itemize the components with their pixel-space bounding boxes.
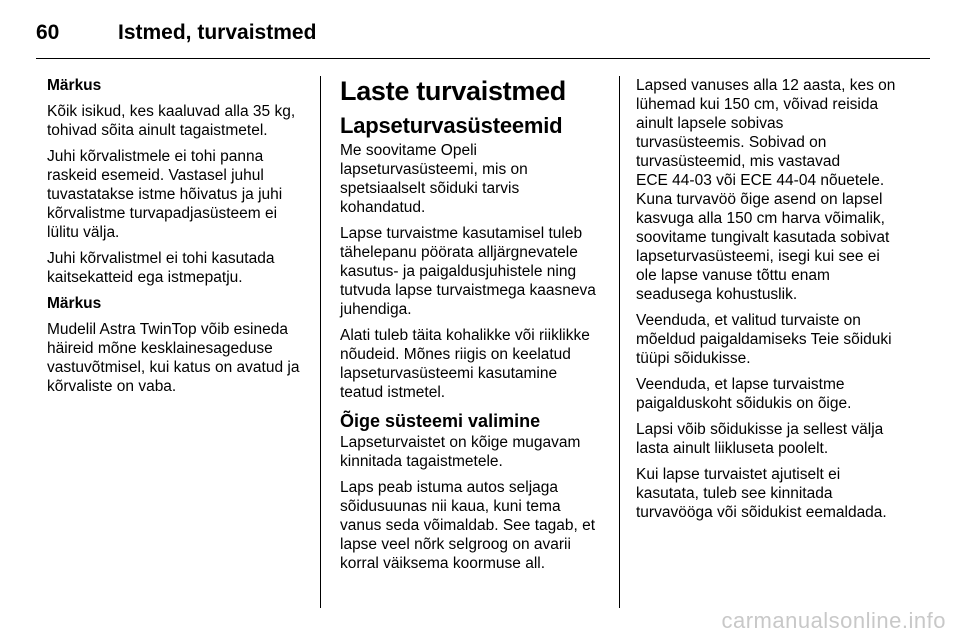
note-1-title: Märkus	[47, 77, 102, 94]
paragraph: Me soovitame Opeli lapseturvasüsteemi, mis on spetsiaalselt sõiduki tarvis kohandatud.	[340, 142, 528, 216]
column-child-seats	[340, 76, 610, 580]
note-1-paragraph: Juhi kõrvalistmele ei tohi panna raskeid esemeid. Vastasel juhul tuvastatakse istme hõivatus ja juhi kõrvalistme turvapadjasüsteem ei lülitu välja.	[47, 148, 283, 241]
header-rule	[36, 58, 930, 59]
paragraph: Kui lapse turvaistet ajutiselt ei kasutata, tuleb see kinnitada turvavööga või sõidukist eemaldada.	[636, 466, 887, 521]
paragraph: Lapse turvaistme kasutamisel tuleb tähelepanu pöörata alljärgnevatele kasutus- ja paigaldusjuhistele ning tutvuda lapse turvaistmega kaasneva juhendiga.	[340, 225, 596, 318]
note-2	[47, 294, 313, 396]
heading-choosing-system: Õige süsteemi valimine	[340, 411, 541, 431]
column-divider	[619, 76, 620, 608]
note-2-title: Märkus	[47, 295, 102, 312]
paragraph: Veenduda, et lapse turvaistme paigalduskoht sõidukis on õige.	[636, 376, 852, 412]
note-1	[47, 76, 313, 287]
paragraph: Lapsed vanuses alla 12 aasta, kes on lühemad kui 150 cm, võivad reisida ainult lapsele sobivas turvasüsteemis. Sobivad on turvasüsteemid, mis vastavad ECE 44-03 või ECE 44-04 nõuetele. Kuna turvavöö õige asend on lapsel kasvuga alla 150 cm harva võimalik, soovitame tungivalt kasutada sobivat lapseturvasüsteemi, isegi kui see ei ole lapse vanuse tõttu enam seadusega kohustuslik.	[636, 77, 896, 303]
column-notes	[47, 76, 313, 403]
paragraph: Veenduda, et valitud turvaiste on mõeldud paigaldamiseks Teie sõiduki tüüpi sõidukisse.	[636, 312, 892, 367]
heading-child-seats: Laste turvaistmed	[340, 76, 566, 106]
note-2-paragraph: Mudelil Astra TwinTop võib esineda häireid mõne kesklainesageduse vastuvõtmisel, kui katus on avatud ja kõrvaliste on vaba.	[47, 321, 300, 395]
paragraph: Laps peab istuma autos seljaga sõidusuunas nii kaua, kuni tema vanus seda võimaldab. See tagab, et lapse veel nõrk selgroog on avarii korral väiksema koormuse all.	[340, 479, 596, 572]
note-1-paragraph: Kõik isikud, kes kaaluvad alla 35 kg, tohivad sõita ainult tagaistmetel.	[47, 103, 296, 139]
column-divider	[320, 76, 321, 608]
page-header	[36, 18, 316, 48]
paragraph: Lapsi võib sõidukisse ja sellest välja lasta ainult liikluseta poolelt.	[636, 421, 884, 457]
heading-child-restraint-systems: Lapseturvasüsteemid	[340, 113, 563, 138]
watermark: carmanualsonline.info	[721, 608, 946, 633]
note-1-paragraph: Juhi kõrvalistmel ei tohi kasutada kaitsekatteid ega istmepatju.	[47, 250, 275, 286]
section-title: Istmed, turvaistmed	[118, 21, 317, 44]
column-guidelines	[636, 76, 906, 529]
page-number: 60	[36, 21, 60, 44]
paragraph: Alati tuleb täita kohalikke või riiklikke nõudeid. Mõnes riigis on keelatud lapseturvasüsteemi kasutamine teatud istmetel.	[340, 327, 590, 401]
paragraph: Lapseturvaistet on kõige mugavam kinnitada tagaistmetele.	[340, 434, 581, 470]
